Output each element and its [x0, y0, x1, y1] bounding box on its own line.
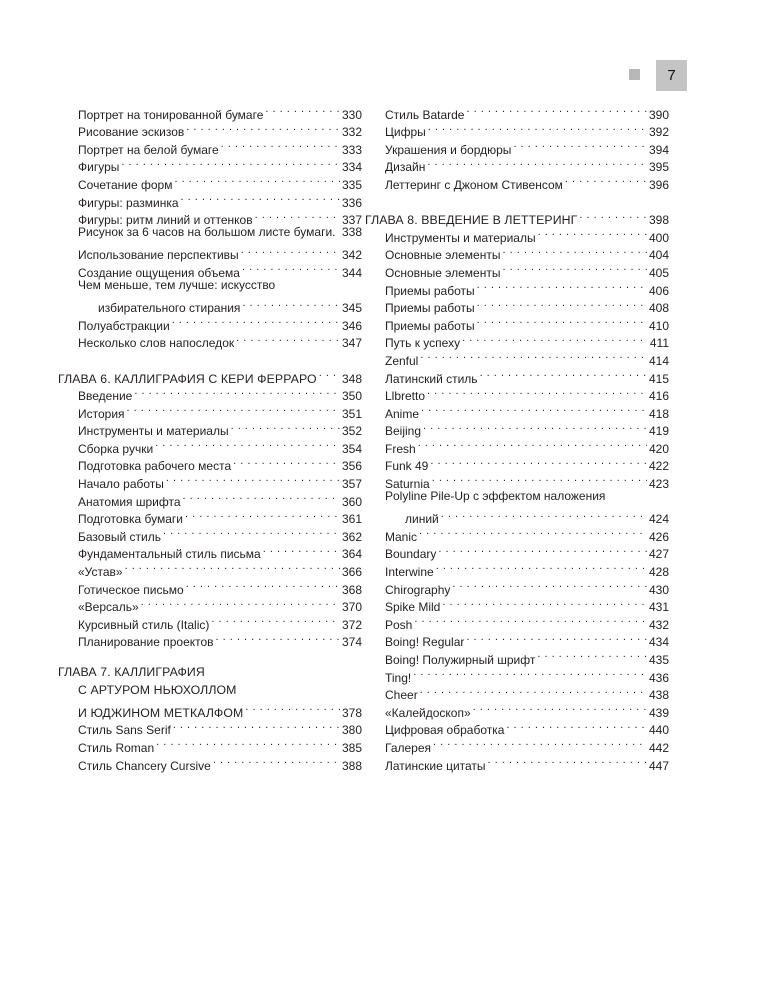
entry-title: «Версаль»: [78, 600, 139, 615]
page-number: 7: [656, 60, 687, 91]
dot-leader: [466, 101, 646, 119]
page-ref: 404: [648, 248, 669, 263]
dot-leader: [513, 136, 647, 154]
entry-title: Funk 49: [385, 459, 429, 474]
page-ref: 398: [648, 213, 669, 228]
page-ref: 354: [341, 441, 362, 456]
entry-title: Manic: [385, 529, 418, 544]
entry-title: «Устав»: [78, 565, 123, 580]
toc-entry-row[interactable]: [78, 400, 362, 421]
dot-leader: [263, 541, 340, 559]
page-ref: 428: [648, 565, 669, 580]
dot-leader: [242, 259, 340, 277]
entry-title: Чем меньше, тем лучше: искусство: [78, 277, 276, 292]
entry-title: Полуабстракции: [78, 318, 170, 333]
toc-entry-row[interactable]: [385, 453, 669, 474]
toc-entry-row[interactable]: [78, 470, 362, 492]
toc-entry-row[interactable]: [78, 259, 362, 280]
entry-title: Interwine: [385, 565, 434, 580]
toc-entry-row[interactable]: [385, 277, 669, 298]
toc-entry-row[interactable]: [385, 594, 669, 615]
dot-leader: [181, 189, 340, 207]
page-ref: 396: [648, 177, 669, 192]
toc-entry-row[interactable]: [385, 699, 669, 720]
toc-left-column: [58, 101, 362, 773]
page-ref: 360: [341, 494, 362, 509]
dot-leader: [502, 259, 646, 277]
page-ref: 378: [341, 705, 362, 720]
page-ref: 366: [341, 565, 362, 580]
toc-entry-row[interactable]: [385, 506, 669, 527]
chapter-title: С АРТУРОМ НЬЮХОЛЛОМ: [78, 682, 237, 697]
toc-entry-row[interactable]: [385, 400, 669, 421]
toc-entry-row[interactable]: [78, 506, 362, 527]
entry-title: Начало работы: [78, 477, 164, 492]
page-ref: 332: [341, 125, 362, 140]
toc-entry-row[interactable]: [78, 435, 362, 456]
page-ref: 368: [341, 582, 362, 597]
entry-title: Фундаментальный стиль письма: [78, 547, 261, 562]
dot-leader: [420, 682, 647, 700]
entry-title: Fresh: [385, 441, 416, 456]
toc-entry-row[interactable]: [78, 734, 362, 755]
page-ref: 357: [341, 477, 362, 492]
dot-leader: [236, 330, 340, 348]
entry-title: линий: [405, 512, 439, 527]
page-ref: 335: [341, 177, 362, 192]
entry-title: Цифровая обработка: [385, 723, 505, 738]
toc-entry-row[interactable]: [385, 295, 669, 316]
toc-entry-row[interactable]: [78, 154, 362, 175]
dot-leader: [172, 312, 340, 330]
dot-leader: [473, 699, 647, 717]
page-ref: 434: [648, 635, 669, 650]
toc-entry-row[interactable]: [385, 365, 669, 386]
page-ref: 352: [341, 424, 362, 439]
dot-leader: [480, 365, 647, 383]
entry-title: Chirography: [385, 582, 451, 597]
entry-title: Портрет на белой бумаге: [78, 142, 219, 157]
entry-title: Латинские цитаты: [385, 758, 486, 773]
entry-title: Стиль Sans Serif: [78, 723, 171, 738]
entry-title: Курсивный стиль (Italic): [78, 617, 210, 632]
toc-entry-row[interactable]: [385, 171, 669, 192]
dot-leader: [221, 136, 340, 154]
page-ref: 362: [341, 529, 362, 544]
dot-leader: [579, 207, 647, 225]
entry-title: Стиль Chancery Cursive: [78, 758, 211, 773]
entry-title: Spike Mild: [385, 600, 441, 615]
page-ref: 361: [341, 512, 362, 527]
toc-entry-row[interactable]: [385, 347, 669, 368]
page-ref: 406: [648, 283, 669, 298]
dot-leader: [436, 558, 647, 576]
dot-leader: [127, 400, 340, 418]
entry-title: Рисование эскизов: [78, 125, 185, 140]
toc-entry-row[interactable]: [78, 629, 362, 650]
toc-entry-row[interactable]: [78, 611, 362, 632]
entry-title: История: [78, 406, 125, 421]
page-ref: 424: [648, 512, 669, 527]
page-ref: 345: [341, 301, 362, 316]
entry-title: Polyline Pile-Up с эффектом наложения: [385, 489, 606, 504]
dot-leader: [477, 295, 647, 313]
toc-entry-row[interactable]: [385, 717, 669, 738]
page-ref: 370: [341, 600, 362, 615]
dot-leader: [231, 418, 340, 436]
entry-title: Приемы работы: [385, 283, 475, 298]
dot-leader: [134, 383, 340, 401]
page-ref: 346: [341, 318, 362, 333]
page-ref: 392: [648, 125, 669, 140]
chapter-title: ГЛАВА 8. ВВЕДЕНИЕ В ЛЕТТЕРИНГ: [365, 213, 578, 228]
chapter-title: И ЮДЖИНОМ МЕТКАЛФОМ: [78, 705, 244, 720]
page-ref: 422: [648, 459, 669, 474]
dot-leader: [183, 488, 340, 506]
toc-entry-row[interactable]: [385, 734, 669, 755]
entry-title: Zenful: [385, 353, 419, 368]
toc-entry-row[interactable]: [78, 453, 362, 474]
toc-entry-row[interactable]: [78, 171, 362, 192]
entry-title: Подготовка бумаги: [78, 512, 183, 527]
dot-leader: [427, 154, 647, 172]
page-ref: 395: [648, 160, 669, 175]
toc-chapter-row[interactable]: [58, 365, 362, 386]
entry-title: Введение: [78, 389, 133, 404]
toc-entry-row[interactable]: [78, 295, 362, 316]
entry-title: Базовый стиль: [78, 529, 161, 544]
toc-entry-row[interactable]: [78, 523, 362, 544]
dot-leader: [441, 506, 647, 524]
toc-entry-row[interactable]: [385, 224, 669, 245]
toc-entry-row[interactable]: [78, 312, 362, 333]
page-ref: 447: [648, 758, 669, 773]
dot-leader: [442, 594, 647, 612]
dot-leader: [477, 277, 647, 295]
entry-title: Boing! Полужирный шрифт: [385, 653, 536, 667]
dot-leader: [185, 506, 340, 524]
dot-leader: [477, 312, 647, 330]
entry-title: Планирование проектов: [78, 635, 214, 650]
page-ref: 390: [648, 107, 669, 122]
toc-entry-row[interactable]: [385, 682, 669, 703]
entry-title: Создание ощущения объема: [78, 265, 240, 280]
entry-title: Готическое письмо: [78, 582, 184, 597]
entry-title: Cheer: [385, 688, 418, 703]
dot-leader: [141, 594, 340, 612]
entry-title: Леттеринг с Джоном Стивенсом: [385, 177, 563, 192]
toc-entry-row[interactable]: [385, 470, 669, 492]
toc-chapter-row[interactable]: [78, 682, 362, 700]
entry-title: Boing! Regular: [385, 635, 465, 650]
entry-title: Boundary: [385, 547, 437, 562]
page-ref: 415: [648, 371, 669, 386]
toc-entry-row[interactable]: [78, 558, 362, 580]
entry-title: избирательного стирания: [98, 301, 241, 316]
dot-leader: [433, 734, 647, 752]
dot-leader: [173, 717, 340, 735]
toc-entry-row[interactable]: [78, 594, 362, 615]
toc-entry-row[interactable]: [385, 312, 669, 333]
entry-title: Латинский стиль: [385, 371, 478, 386]
page-ref: 388: [341, 758, 362, 773]
dot-leader: [565, 171, 647, 189]
page-ref: 435: [648, 653, 669, 667]
page-ref: 338: [341, 225, 362, 240]
page-ref: 439: [648, 705, 669, 720]
dot-leader: [265, 101, 340, 119]
dot-leader: [428, 119, 647, 137]
toc-entry-row[interactable]: [385, 383, 669, 404]
dot-leader: [213, 752, 340, 770]
page-ref: 356: [341, 459, 362, 474]
entry-title: Основные элементы: [385, 265, 501, 280]
page-ref: 416: [648, 389, 669, 404]
page-ref: 342: [341, 248, 362, 263]
page-ref: 414: [648, 353, 669, 368]
page-ref: 436: [648, 670, 669, 685]
dot-leader: [423, 418, 647, 436]
page-ref: 394: [648, 142, 669, 157]
dot-leader: [233, 453, 340, 471]
page-ref: 400: [648, 230, 669, 245]
dot-leader: [427, 383, 647, 401]
dot-leader: [438, 541, 647, 559]
toc-entry-row[interactable]: [385, 558, 669, 580]
toc-entry-row[interactable]: [78, 717, 362, 738]
dot-leader: [166, 470, 340, 488]
page-ref: 374: [341, 635, 362, 650]
toc-entry-row[interactable]: [78, 330, 362, 351]
entry-title: Posh: [385, 617, 413, 632]
toc-entry-row[interactable]: [385, 523, 669, 544]
dot-leader: [241, 242, 340, 260]
entry-title: Фигуры: [78, 160, 120, 175]
entry-title: Сборка ручки: [78, 441, 154, 456]
dot-leader: [452, 576, 647, 594]
entry-title: Ting!: [385, 670, 412, 685]
entry-title: Сочетание форм: [78, 177, 173, 192]
dot-leader: [418, 435, 647, 453]
toc-entry-row[interactable]: [385, 330, 669, 351]
page-ref: 334: [341, 160, 362, 175]
toc-entry-row[interactable]: [78, 136, 362, 157]
toc-entry-row[interactable]: [385, 752, 669, 773]
page-ref: 408: [648, 301, 669, 316]
page-ref: 427: [648, 547, 669, 562]
entry-title: Дизайн: [385, 160, 426, 175]
dot-leader: [466, 629, 647, 647]
toc-entry-row[interactable]: [78, 541, 362, 562]
dot-leader: [537, 646, 647, 664]
toc-entry-row[interactable]: [385, 488, 669, 506]
dot-leader: [216, 629, 340, 647]
entry-title: Галерея: [385, 740, 432, 755]
entry-title: Использование перспективы: [78, 248, 239, 263]
toc-entry-row[interactable]: [78, 418, 362, 439]
toc-entry-row[interactable]: [78, 207, 362, 228]
page-ref: 336: [341, 195, 362, 210]
toc-entry-row[interactable]: [385, 611, 669, 632]
toc-chapter-row[interactable]: [78, 699, 362, 720]
entry-title: Основные элементы: [385, 248, 501, 263]
entry-title: Beijing: [385, 424, 422, 439]
entry-title: Приемы работы: [385, 318, 475, 333]
dot-leader: [121, 154, 340, 172]
entry-title: Стиль Roman: [78, 740, 155, 755]
entry-title: Фигуры: ритм линий и оттенков: [78, 213, 253, 228]
entry-title: Стиль Batarde: [385, 107, 465, 122]
dot-leader: [245, 699, 340, 717]
entry-title: Saturnia: [385, 477, 430, 492]
dot-leader: [538, 224, 647, 242]
dot-leader: [242, 295, 340, 313]
dot-leader: [432, 470, 647, 488]
toc-chapter-row[interactable]: [58, 664, 362, 682]
entry-title: Рисунок за 6 часов на большом листе бумаги.: [78, 225, 336, 240]
page-ref: 351: [341, 406, 362, 421]
dot-leader: [255, 207, 340, 225]
page-ref: 372: [341, 617, 362, 632]
dot-leader: [419, 523, 647, 541]
toc-entry-row[interactable]: [78, 101, 362, 122]
page-ref: 337: [341, 213, 362, 228]
dot-leader: [488, 752, 647, 770]
toc-entry-row[interactable]: [385, 576, 669, 597]
entry-title: Портрет на тонированной бумаге: [78, 107, 264, 122]
page-ref: 330: [341, 107, 362, 122]
toc-entry-row[interactable]: [78, 576, 362, 597]
entry-title: Llbretto: [385, 389, 426, 404]
toc-entry-row[interactable]: [385, 629, 669, 650]
toc-chapter-row[interactable]: [365, 207, 669, 228]
page-ref: 426: [648, 529, 669, 544]
entry-title: Подготовка рабочего места: [78, 459, 232, 474]
page-ref: 347: [341, 336, 362, 351]
toc-entry-row[interactable]: [78, 242, 362, 263]
page-ref: 411: [649, 336, 669, 351]
page-ref: 420: [648, 441, 669, 456]
page-ref: 350: [341, 389, 362, 404]
page-ref: 385: [341, 740, 362, 755]
page-ref: 418: [648, 406, 669, 421]
toc-entry-row[interactable]: [385, 541, 669, 562]
dot-leader: [421, 400, 647, 418]
toc-entry-row[interactable]: [78, 189, 362, 210]
toc-entry-row[interactable]: [78, 119, 362, 140]
page-ref: 442: [648, 740, 669, 755]
dot-leader: [506, 717, 647, 735]
page-ref: 405: [648, 265, 669, 280]
page-ref: 423: [648, 477, 669, 492]
page-ref: 419: [648, 424, 669, 439]
toc-right-column: [365, 101, 669, 773]
page-ref: 348: [341, 371, 362, 386]
entry-title: Инструменты и материалы: [78, 424, 229, 439]
entry-title: «Калейдоскоп»: [385, 705, 471, 720]
page-ref: 410: [648, 318, 669, 333]
toc-entry-row[interactable]: [78, 752, 362, 773]
toc-entry-row[interactable]: [385, 418, 669, 439]
dot-leader: [163, 523, 340, 541]
toc-entry-row[interactable]: [78, 488, 362, 509]
chapter-title: ГЛАВА 7. КАЛЛИГРАФИЯ: [58, 665, 205, 679]
dot-leader: [414, 611, 647, 629]
dot-leader: [319, 365, 340, 383]
page-ref: 430: [648, 582, 669, 597]
toc-entry-row[interactable]: [385, 242, 669, 263]
entry-title: Фигуры: разминка: [78, 195, 179, 210]
toc-entry-row[interactable]: [78, 277, 362, 295]
dot-leader: [174, 171, 340, 189]
dot-leader: [156, 734, 340, 752]
toc-entry-row[interactable]: [385, 664, 669, 685]
toc-entry-row[interactable]: [78, 224, 362, 242]
entry-title: Инструменты и материалы: [385, 230, 536, 245]
dot-leader: [186, 119, 340, 137]
entry-title: Anime: [385, 406, 420, 421]
dot-leader: [125, 558, 340, 576]
toc-entry-row[interactable]: [385, 646, 669, 667]
entry-title: Украшения и бордюры: [385, 142, 512, 157]
entry-title: Анатомия шрифта: [78, 494, 181, 509]
dot-leader: [430, 453, 647, 471]
toc-entry-row[interactable]: [385, 119, 669, 140]
entry-title: Несколько слов напоследок: [78, 336, 235, 351]
entry-title: Приемы работы: [385, 301, 475, 316]
toc-entry-row[interactable]: [78, 383, 362, 404]
dot-leader: [462, 330, 648, 348]
page-ref: 344: [341, 265, 362, 280]
dot-leader: [186, 576, 340, 594]
dot-leader: [502, 242, 646, 260]
dot-leader: [211, 611, 340, 629]
chapter-title: ГЛАВА 6. КАЛЛИГРАФИЯ С КЕРИ ФЕРРАРО: [58, 371, 317, 386]
toc-entry-row[interactable]: [385, 435, 669, 456]
page-ref: 438: [648, 688, 669, 703]
toc-entry-row[interactable]: [385, 259, 669, 280]
dot-leader: [413, 664, 647, 682]
toc-entry-row[interactable]: [385, 101, 669, 122]
page-ref: 440: [648, 723, 669, 738]
page-ref: 380: [341, 723, 362, 738]
page-ref: 431: [648, 600, 669, 615]
dot-leader: [420, 347, 647, 365]
entry-title: Путь к успеху: [385, 336, 461, 351]
toc-entry-row[interactable]: [385, 136, 669, 157]
toc-entry-row[interactable]: [385, 154, 669, 175]
page-marker-square: [629, 69, 640, 80]
page-ref: 432: [648, 617, 669, 632]
entry-title: Цифры: [385, 125, 426, 140]
dot-leader: [155, 435, 340, 453]
page-ref: 333: [341, 142, 362, 157]
page-ref: 364: [341, 547, 362, 562]
